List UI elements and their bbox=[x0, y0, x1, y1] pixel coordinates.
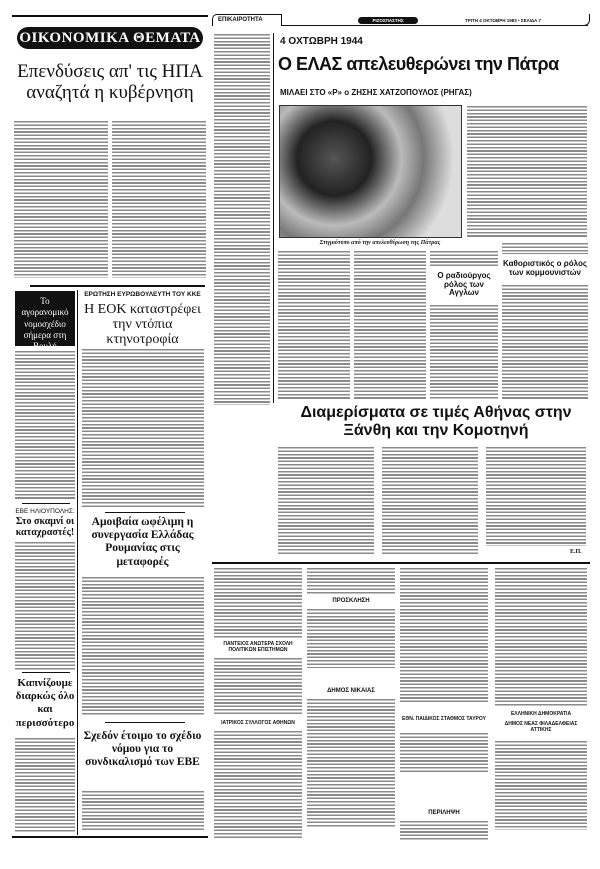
lead-headline: Επενδύσεις απ' τις ΗΠΑ αναζητά η κυβέρνηση bbox=[17, 61, 203, 103]
ad-heading: ΠΕΡΙΛΗΨΗ bbox=[428, 810, 460, 816]
masthead: ΡΙΖΟΣΠΑΣΤΗΣ bbox=[358, 17, 418, 24]
eok-headline: Η ΕΟΚ καταστρέφει την ντόπια κτηνοτροφία bbox=[84, 302, 201, 348]
ad-col-4-bot bbox=[495, 740, 587, 830]
divider bbox=[212, 562, 590, 564]
ebe-kicker: ΕΒΕ ΗΛΙΟΥΠΟΛΗΣ: bbox=[15, 508, 75, 515]
ad-heading: ΕΘΝ. ΠΑΙΔΙΚΟΣ ΣΤΑΘΜΟΣ ΤΑΥΡΟΥ bbox=[402, 716, 486, 722]
ebe-law-article-body bbox=[82, 790, 204, 832]
divider bbox=[22, 672, 70, 673]
lead-article-body-col2 bbox=[112, 120, 206, 278]
ad-heading: ΙΑΤΡΙΚΟΣ ΣΥΛΛΟΓΟΣ ΑΘΗΝΩΝ bbox=[221, 720, 295, 726]
subhead: ΜΙΛΑΕΙ ΣΤΟ «Ρ» ο ΖΗΣΗΣ ΧΑΤΖΟΠΟΥΛΟΣ (ΡΗΓΑΣ) bbox=[280, 88, 472, 97]
ad-col-3-mid bbox=[400, 732, 488, 772]
kicker: 4 ΟΧΤΩΒΡΗ 1944 bbox=[280, 36, 363, 47]
top-rule bbox=[12, 15, 208, 17]
romania-article-body bbox=[82, 576, 204, 716]
ad-col-1-bot bbox=[214, 730, 302, 840]
divider bbox=[30, 285, 205, 287]
ad-col-4-top bbox=[495, 567, 587, 707]
column-rule bbox=[273, 33, 274, 403]
ebe-headline: Στο σκαμνί οι καταχραστές! bbox=[15, 516, 75, 538]
dateline: ΤΡΙΤΗ 4 ΟΚΤΩΒΡΗ 1983 • ΣΕΛΙΔΑ 7 bbox=[465, 18, 542, 23]
photo-side-text bbox=[467, 105, 587, 238]
header-rule bbox=[282, 25, 588, 26]
main-headline: Ο ΕΛΑΣ απελευθερώνει την Πάτρα bbox=[278, 54, 559, 74]
ad-heading: ΠΡΟΣΚΛΗΣΗ bbox=[332, 598, 370, 604]
liberation-photo bbox=[279, 105, 462, 238]
ad-heading: ΠΑΝΤΕΙΟΣ ΑΝΩΤΕΡΑ ΣΧΟΛΗ ΠΟΛΙΤΙΚΩΝ ΕΠΙΣΤΗΜΩΝ bbox=[223, 641, 293, 653]
ad-col-2-top bbox=[307, 567, 395, 595]
box-headline: Το αγορανομικό νομοσχέδιο σήμερα στη Βουλή bbox=[15, 291, 75, 346]
subhead-communists-role: Καθοριστικός ο ρόλος των κομμουνιστών bbox=[503, 259, 587, 277]
column-rule bbox=[77, 290, 78, 835]
divider bbox=[105, 512, 185, 513]
housing-col-2 bbox=[382, 446, 478, 554]
housing-col-3 bbox=[486, 446, 586, 546]
section-tab: ΕΠΙΚΑΙΡΟΤΗΤΑ bbox=[212, 14, 282, 26]
divider bbox=[105, 722, 185, 723]
eok-article-body bbox=[82, 348, 204, 508]
sidebar-article-body bbox=[214, 33, 270, 405]
subhead-english-role: Ο ραδιούργος ρόλος των Αγγλων bbox=[437, 271, 491, 298]
romania-headline: Αμοιβαία ωφέλιμη η συνεργασία Ελλάδας Ρουμανίας στις μεταφορές bbox=[91, 516, 194, 568]
divider bbox=[22, 503, 70, 504]
article-col-2 bbox=[354, 250, 426, 400]
eok-kicker: ΕΡΩΤΗΣΗ ΕΥΡΩΒΟΥΛΕΥΤΗ ΤΟΥ ΚΚΕ bbox=[84, 291, 201, 298]
ad-heading: ΕΛΛΗΝΙΚΗ ΔΗΜΟΚΡΑΤΙΑ bbox=[510, 711, 572, 717]
box-article-body bbox=[15, 350, 75, 500]
bottom-rule bbox=[12, 836, 208, 838]
housing-col-1 bbox=[278, 446, 374, 554]
article-col-1 bbox=[278, 250, 350, 400]
ad-col-1-mid bbox=[214, 657, 302, 716]
housing-headline: Διαμερίσματα σε τιμές Αθήνας στην Ξάνθη και την Κομοτηνή bbox=[300, 404, 572, 439]
photo-caption: Στιγμιότυπο από την απελευθέρωση της Πάτρας bbox=[319, 240, 441, 246]
ebe-law-headline: Σχεδόν έτοιμο το σχέδιο νόμου για το συνδικαλισμό των ΕΒΕ bbox=[83, 730, 202, 769]
ad-col-3-top bbox=[400, 567, 488, 702]
ad-col-2-mid bbox=[307, 608, 395, 668]
lead-article-body bbox=[14, 120, 108, 278]
article-col-4b bbox=[502, 284, 588, 400]
article-col-4a bbox=[502, 242, 588, 254]
smoking-article-body bbox=[15, 737, 75, 833]
ebe-article-body bbox=[15, 541, 75, 670]
ad-col-2-bot bbox=[307, 698, 395, 828]
section-banner: ΟΙΚΟΝΟΜΙΚΑ ΘΕΜΑΤΑ bbox=[17, 27, 203, 49]
ad-heading: ΔΗΜΟΣ ΝΕΑΣ ΦΙΛΑΔΕΛΦΕΙΑΣ ΑΤΤΙΚΗΣ bbox=[504, 721, 578, 733]
ad-col-3-bot bbox=[400, 820, 488, 840]
housing-signature: Ε.Π. bbox=[570, 549, 582, 555]
article-col-3a bbox=[430, 250, 498, 268]
ad-col-1-top bbox=[214, 567, 302, 639]
smoking-headline: Καπνίζουμε διαρκώς όλο και περισσότερο bbox=[15, 677, 75, 729]
article-col-3b bbox=[430, 304, 498, 400]
ad-heading: ΔΗΜΟΣ ΝΙΚΑΙΑΣ bbox=[327, 688, 375, 694]
